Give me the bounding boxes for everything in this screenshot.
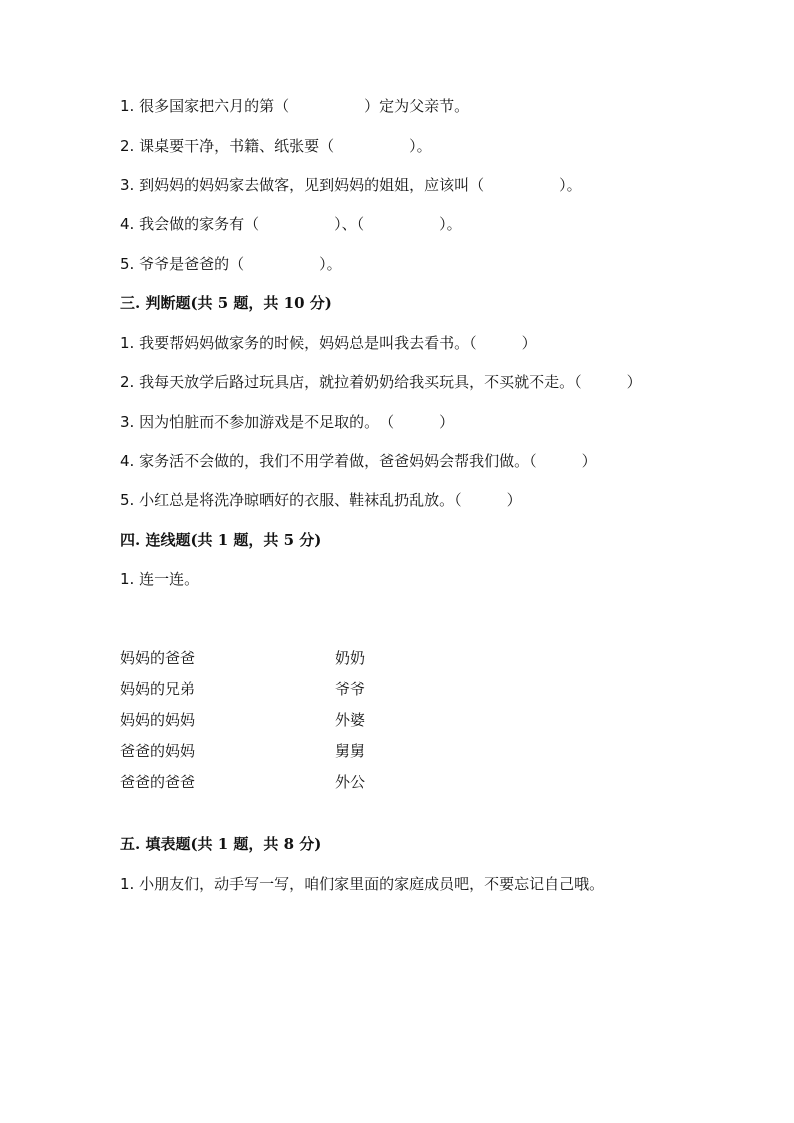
matching-right-item: 外婆 (335, 711, 366, 729)
matching-right-item: 奶奶 (335, 649, 366, 667)
judge-item-3: 3. 因为怕脏而不参加游戏是不足取的。 （ ） (120, 413, 455, 431)
matching-prompt: 1. 连一连。 (120, 570, 200, 588)
matching-right-item: 舅舅 (335, 742, 366, 760)
matching-section-title: 四. 连线题(共 1 题，共 5 分) (120, 531, 322, 549)
table-fill-section-title: 五. 填表题(共 1 题，共 8 分) (120, 835, 322, 853)
matching-left-item: 妈妈的爸爸 (120, 649, 196, 667)
matching-right-item: 外公 (335, 773, 366, 791)
matching-left-item: 爸爸的妈妈 (120, 742, 196, 760)
table-fill-prompt: 1. 小朋友们，动手写一写，咱们家里面的家庭成员吧，不要忘记自己哦。 (120, 875, 605, 893)
judge-item-2: 2. 我每天放学后路过玩具店，就拉着奶奶给我买玩具，不买就不走。（ ） (120, 373, 642, 391)
matching-right-item: 爷爷 (335, 680, 366, 698)
fill-blank-item-4: 4. 我会做的家务有（ ）、（ ）。 (120, 215, 462, 233)
judge-section-title: 三. 判断题(共 5 题，共 10 分) (120, 294, 332, 312)
matching-left-item: 爸爸的爸爸 (120, 773, 196, 791)
fill-blank-item-1: 1. 很多国家把六月的第（ ）定为父亲节。 (120, 97, 470, 115)
fill-blank-item-5: 5. 爷爷是爸爸的（ ）。 (120, 255, 342, 273)
fill-blank-item-2: 2. 课桌要干净，书籍、纸张要（ ）。 (120, 137, 432, 155)
judge-item-4: 4. 家务活不会做的，我们不用学着做，爸爸妈妈会帮我们做。（ ） (120, 452, 597, 470)
matching-left-item: 妈妈的兄弟 (120, 680, 196, 698)
fill-blank-item-3: 3. 到妈妈的妈妈家去做客，见到妈妈的姐姐，应该叫（ ）。 (120, 176, 582, 194)
matching-left-item: 妈妈的妈妈 (120, 711, 196, 729)
judge-item-1: 1. 我要帮妈妈做家务的时候，妈妈总是叫我去看书。（ ） (120, 334, 537, 352)
judge-item-5: 5. 小红总是将洗净晾晒好的衣服、鞋袜乱扔乱放。（ ） (120, 491, 522, 509)
